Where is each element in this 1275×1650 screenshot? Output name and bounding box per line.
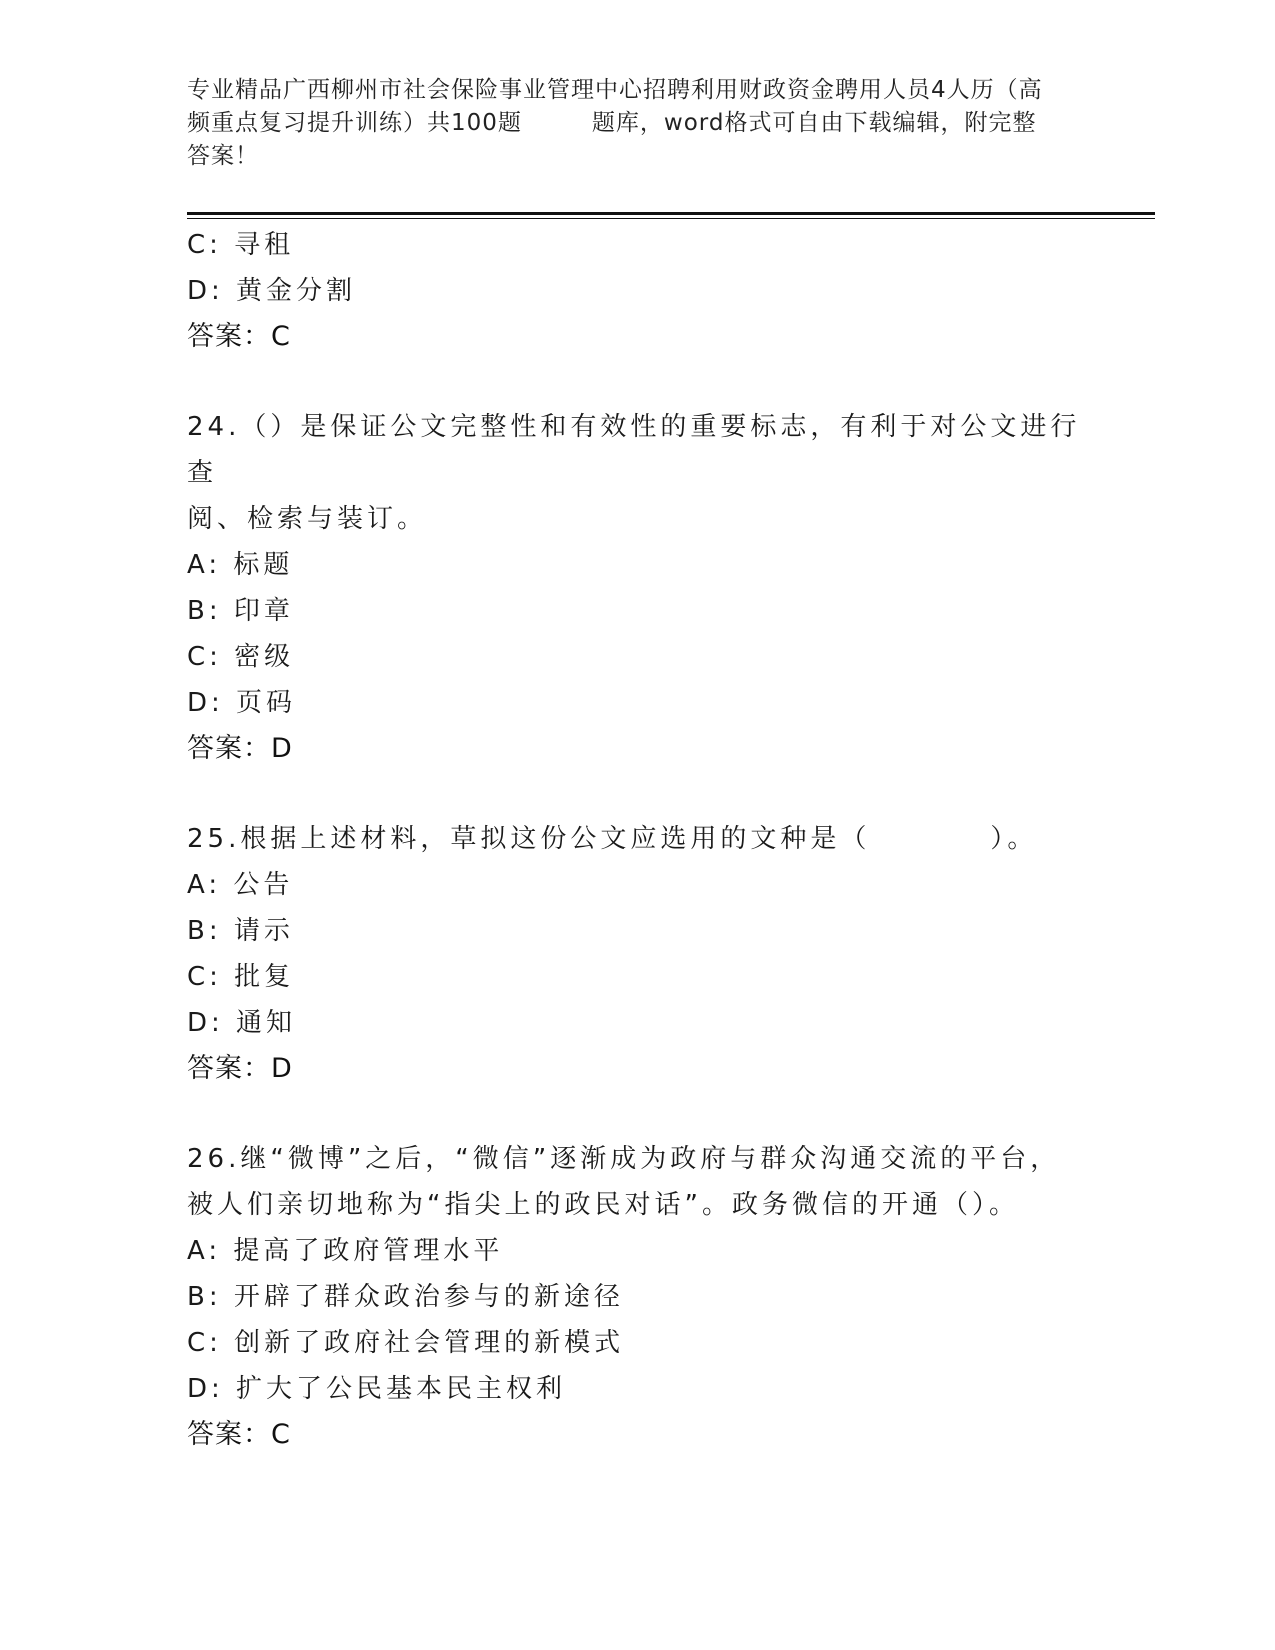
header-line-3: 答案！ [187,143,259,169]
header-divider-thick [187,212,1155,215]
option-a: A: 公告 [187,870,294,900]
question-stem [187,816,1087,862]
document-header [187,74,1087,173]
option-a: A: 标题 [187,550,294,580]
header-line-2 [187,107,1087,140]
header-line-2b: 题库，word格式可自由下载编辑，附完整 [591,110,1037,136]
option-c: C: 密级 [187,642,295,672]
question-26 [187,1136,1087,1458]
option-d: D: 黄金分割 [187,276,357,306]
question-23 [187,222,1087,360]
option-b: B: 印章 [187,596,294,626]
answer: 答案：D [187,733,293,764]
option-d: D: 通知 [187,1008,297,1038]
question-25 [187,816,1087,1092]
option-b: B: 开辟了群众政治参与的新途径 [187,1282,624,1312]
option-c: C: 创新了政府社会管理的新模式 [187,1328,625,1358]
option-d: D: 扩大了公民基本民主权利 [187,1374,567,1404]
header-line-1: 专业精品广西柳州市社会保险事业管理中心招聘利用财政资金聘用人员4人历（高 [187,77,1043,103]
option-d: D: 页码 [187,688,297,718]
answer: 答案：C [187,1419,291,1450]
header-divider-thin [187,218,1155,219]
question-list [187,222,1087,1458]
question-stem-line-1: 26.继“微博”之后，“微信”逐渐成为政府与群众沟通交流的平台， [187,1144,1061,1174]
question-stem-line-2: 阅、检索与装订。 [187,504,428,534]
option-c: C: 批复 [187,962,295,992]
answer: 答案：C [187,321,291,352]
option-c: C: 寻租 [187,230,295,260]
question-stem-line-1: 24.（）是保证公文完整性和有效性的重要标志，有利于对公文进行查 [187,412,1081,488]
answer: 答案：D [187,1053,293,1084]
option-a: A: 提高了政府管理水平 [187,1236,504,1266]
question-stem-b: ）。 [990,824,1038,854]
option-b: B: 请示 [187,916,294,946]
question-stem-line-2: 被人们亲切地称为“指尖上的政民对话”。政务微信的开通（）。 [187,1190,1019,1220]
question-24 [187,404,1087,772]
header-line-2a: 频重点复习提升训练）共100题 [187,110,522,136]
question-stem-a: 25.根据上述材料，草拟这份公文应选用的文种是（ [187,824,871,854]
